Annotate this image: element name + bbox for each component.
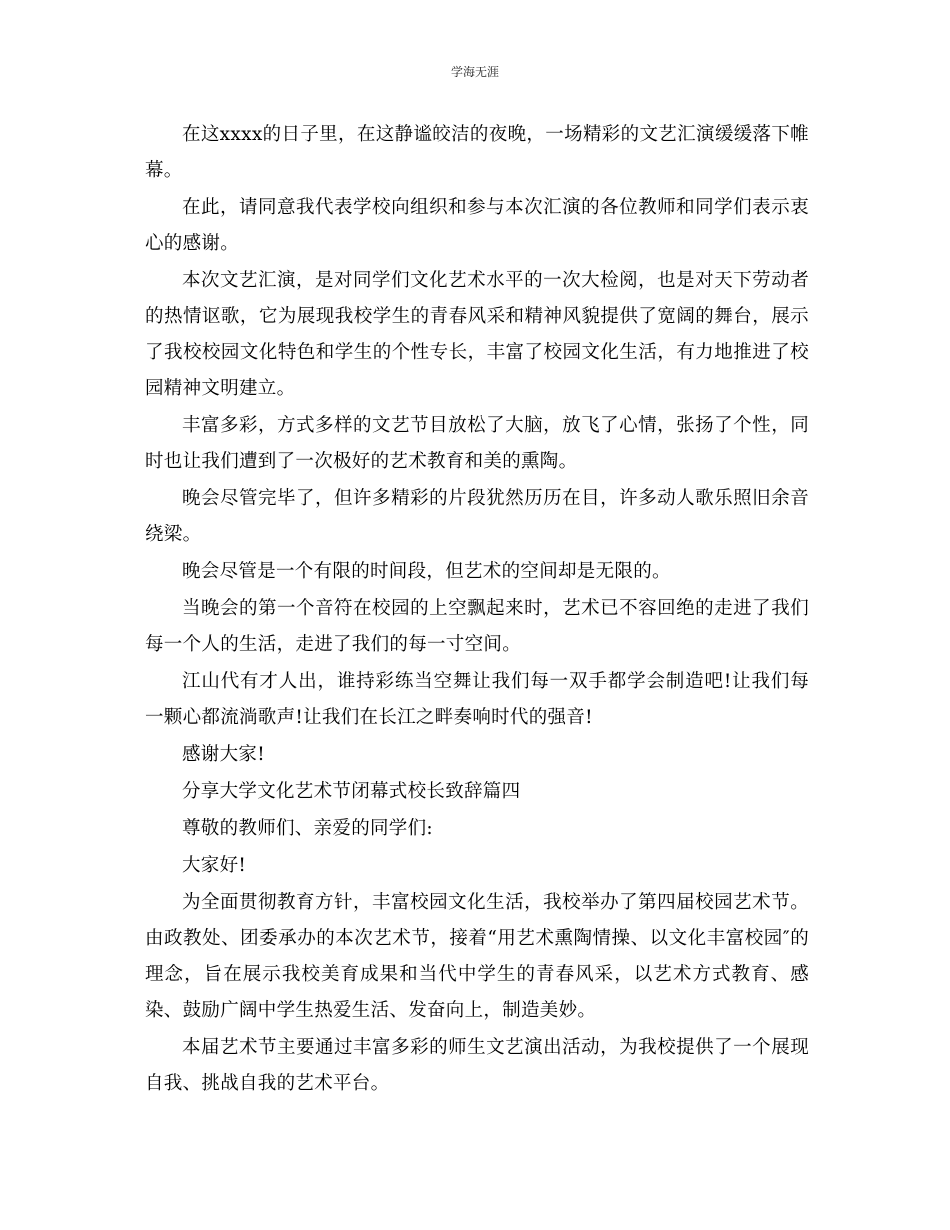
section-title: 分享大学文化艺术节闭幕式校长致辞篇四 [182, 781, 521, 802]
paragraph: 晚会尽管是一个有限的时间段，但艺术的空间却是无限的。 [182, 561, 671, 582]
paragraph: 晚会尽管完毕了，但许多精彩的片段犹然历历在目，许多动人歌乐照旧余音绕梁。 [145, 488, 809, 545]
paragraph: 本次文艺汇演，是对同学们文化艺术水平的一次大检阅，也是对天下劳动者的热情讴歌，它为展现我校学生的青春风采和精神风貌提供了宽阔的舞台，展示了我校校园文化特色和学生的个性专长，丰富了校园文化生活，有力地推进了校园精神文明建立。 [145, 270, 809, 399]
paragraph: 在这xxxx的日子里，在这静谧皎洁的夜晚，一场精彩的文艺汇演缓缓落下帷幕。 [145, 124, 809, 181]
paragraph: 在此，请同意我代表学校向组织和参与本次汇演的各位教师和同学们表示衷心的感谢。 [145, 197, 809, 254]
salutation: 尊敬的教师们、亲爱的同学们: [182, 818, 433, 839]
document-body [145, 117, 809, 1103]
paragraph: 江山代有才人出，谁持彩练当空舞让我们每一双手都学会制造吧!让我们每一颗心都流淌歌声!让我们在长江之畔奏响时代的强音! [145, 671, 809, 728]
paragraph: 为全面贯彻教育方针，丰富校园文化生活，我校举办了第四届校园艺术节。由政教处、团委承办的本次艺术节，接着“用艺术熏陶情操、以文化丰富校园″的理念，旨在展示我校美育成果和当代中学生的青春风采，以艺术方式教育、感染、鼓励广阔中学生热爱生活、发奋向上，制造美妙。 [145, 892, 809, 1021]
page-header: 学海无涯 [450, 65, 499, 79]
paragraph: 本届艺术节主要通过丰富多彩的师生文艺演出活动，为我校提供了一个展现自我、挑战自我的艺术平台。 [145, 1037, 809, 1094]
paragraph: 感谢大家! [182, 744, 265, 765]
paragraph: 丰富多彩，方式多样的文艺节目放松了大脑，放飞了心情，张扬了个性，同时也让我们遭到了一次极好的艺术教育和美的熏陶。 [145, 415, 809, 472]
paragraph: 当晚会的第一个音符在校园的上空飘起来时，艺术已不容回绝的走进了我们每一个人的生活，走进了我们的每一寸空间。 [145, 598, 809, 655]
greeting: 大家好! [182, 855, 247, 876]
